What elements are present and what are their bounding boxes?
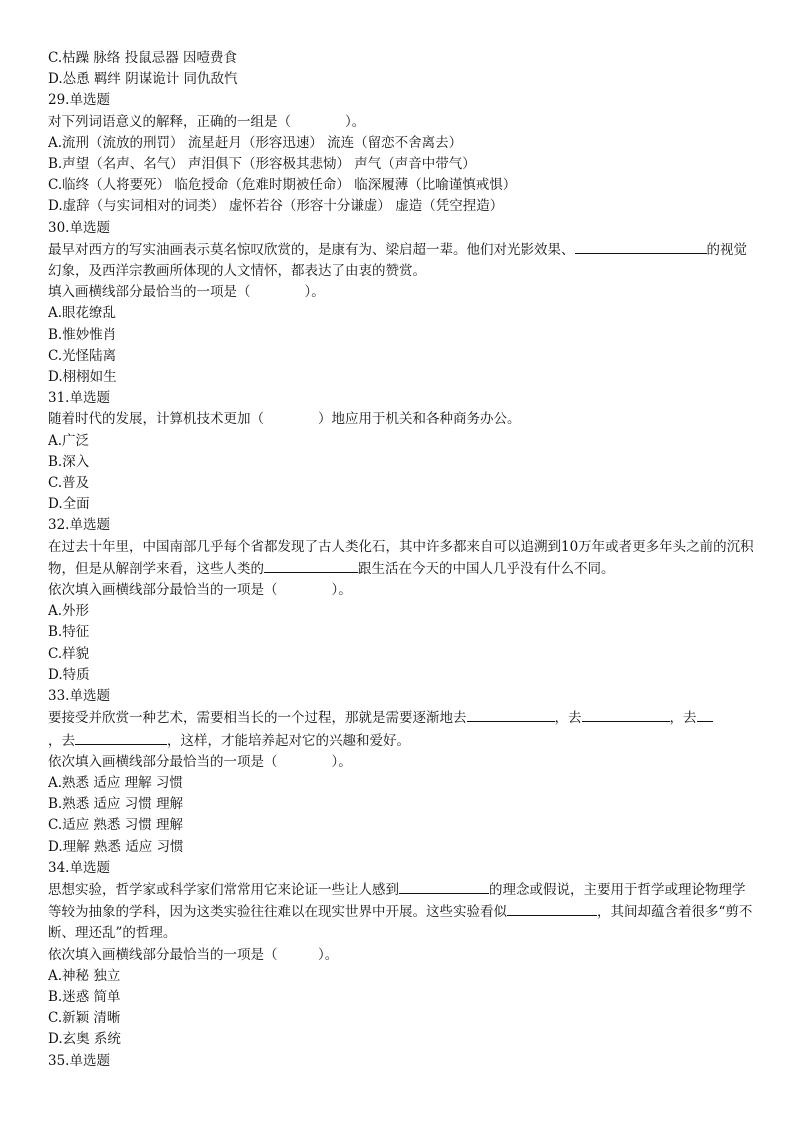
fill-blank — [507, 901, 597, 916]
passage-text: ，其间却蕴含着很多“剪不断、理还乱”的哲理。 — [48, 904, 753, 942]
option-b: B.特征 — [48, 624, 90, 641]
option-d: D.全面 — [48, 496, 90, 513]
option-b: B.迷惑 简单 — [48, 988, 121, 1005]
option-b: B.声望（名声、名气） 声泪俱下（形容极其悲恸） 声气（声音中带气） — [48, 156, 476, 173]
passage-text: 要接受并欣赏一种艺术，需要相当长的一个过程，那就是需要逐渐地去 — [48, 710, 467, 727]
question-stem: 随着时代的发展，计算机技术更加（ ）地应用于机关和各种商务办公。 — [48, 411, 521, 428]
question-stem: 依次填入画横线部分最恰当的一项是（ ）。 — [48, 582, 352, 599]
question-heading: 30.单选题 — [48, 219, 110, 236]
option-d: D.特质 — [48, 666, 90, 683]
option-c: C.光怪陆离 — [48, 347, 117, 364]
passage-text: ，去 — [554, 710, 582, 727]
option-a: A.广泛 — [48, 432, 90, 449]
fill-blank — [75, 730, 167, 745]
fill-blank — [264, 558, 358, 573]
option-a: A.眼花缭乱 — [48, 305, 117, 322]
question-stem: 依次填入画横线部分最恰当的一项是（ ）。 — [48, 753, 352, 770]
question-heading: 32.单选题 — [48, 517, 110, 534]
option-d: D.栩栩如生 — [48, 369, 117, 386]
option-a: A.流刑（流放的刑罚） 流星赶月（形容迅速） 流连（留恋不舍离去） — [48, 134, 463, 151]
fill-blank — [697, 707, 713, 722]
fill-blank — [467, 707, 555, 722]
option-c: C.枯躁 脉络 投鼠忌器 因噎费食 — [48, 50, 238, 66]
option-b: B.熟悉 适应 习惯 理解 — [48, 796, 184, 813]
document-page — [48, 48, 754, 1072]
option-c: C.普及 — [48, 475, 90, 492]
question-passage — [48, 537, 754, 580]
option-d: D.理解 熟悉 适应 习惯 — [48, 838, 184, 855]
option-b: B.惟妙惟肖 — [48, 326, 117, 343]
question-stem: 填入画横线部分最恰当的一项是（ ）。 — [48, 284, 325, 301]
fill-blank — [399, 879, 489, 894]
passage-text: 跟生活在今天的中国人几乎没有什么不同。 — [358, 560, 615, 577]
passage-text: 思想实验，哲学家或科学家们常常用它来论证一些让人感到 — [48, 881, 399, 898]
question-stem: 依次填入画横线部分最恰当的一项是（ ）。 — [48, 946, 339, 963]
passage-text: ，去 — [669, 710, 697, 727]
question-stem: 对下列词语意义的解释，正确的一组是（ ）。 — [48, 113, 366, 130]
option-a: A.神秘 独立 — [48, 967, 121, 984]
option-c: C.新颖 清晰 — [48, 1010, 121, 1027]
passage-text: 在过去十年里，中国南部几乎每个省都发现了古人类化石，其中许多都来自可以追溯到10万年或者更多年头之前的沉积物，但是从解剖学来看，这些人类的 — [48, 538, 754, 577]
question-passage — [48, 707, 754, 751]
option-a: A.熟悉 适应 理解 习惯 — [48, 774, 183, 791]
question-heading: 34.单选题 — [48, 859, 110, 876]
passage-text: ，去 — [48, 732, 75, 749]
passage-text: ，这样，才能培养起对它的兴趣和爱好。 — [167, 732, 410, 749]
option-d: D.玄奥 系统 — [48, 1031, 121, 1048]
passage-text: 的视觉幻象，及西洋宗教画所体现的人文情怀，都表达了由衷的赞赏。 — [48, 241, 747, 280]
option-d: D.怂恿 羁绊 阴谋诡计 同仇敌忾 — [48, 71, 238, 88]
question-heading: 35.单选题 — [48, 1052, 110, 1069]
question-heading: 31.单选题 — [48, 390, 110, 407]
option-c: C.样貌 — [48, 645, 90, 662]
option-b: B.深入 — [48, 453, 90, 470]
passage-text: 的理念或假说，主要用于哲学或理论物理学等较为抽象的学科，因为这类实验往往难以在现实世界中开展。这些实验看似 — [48, 881, 746, 921]
option-c: C.适应 熟悉 习惯 理解 — [48, 817, 184, 834]
question-heading: 33.单选题 — [48, 688, 110, 705]
question-heading: 29.单选题 — [48, 92, 110, 109]
option-d: D.虚辞（与实词相对的词类） 虚怀若谷（形容十分谦虚） 虚造（凭空捏造） — [48, 198, 504, 215]
passage-text: 最早对西方的写实油画表示莫名惊叹欣赏的，是康有为、梁启超一辈。他们对光影效果、 — [48, 241, 575, 258]
option-c: C.临终（人将要死） 临危授命（危难时期被任命） 临深履薄（比喻谨慎戒惧） — [48, 177, 517, 194]
option-a: A.外形 — [48, 603, 90, 620]
question-passage — [48, 239, 754, 282]
fill-blank — [575, 239, 707, 254]
question-passage — [48, 879, 754, 945]
fill-blank — [582, 707, 670, 722]
